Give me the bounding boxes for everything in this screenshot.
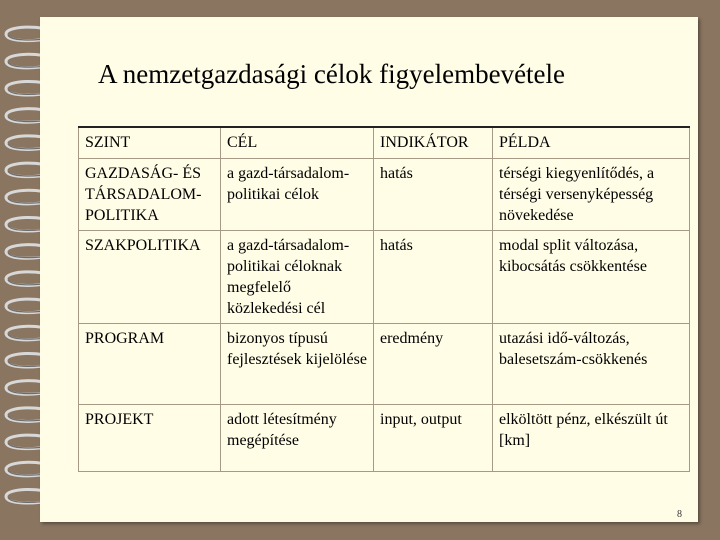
- table-cell: térségi kiegyenlítődés, a térségi versenyképesség növekedése: [493, 159, 690, 231]
- header-cell-level: SZINT: [79, 127, 221, 159]
- table-cell: GAZDASÁG- ÉS TÁRSADALOM-POLITIKA: [79, 159, 221, 231]
- table-cell: elköltött pénz, elkészült út [km]: [493, 405, 690, 472]
- table-cell: SZAKPOLITIKA: [79, 231, 221, 324]
- header-cell-goal: CÉL: [221, 127, 374, 159]
- table-cell: PROGRAM: [79, 324, 221, 405]
- header-cell-indicator: INDIKÁTOR: [374, 127, 493, 159]
- table-cell: bizonyos típusú fejlesztések kijelölése: [221, 324, 374, 405]
- table-row: [79, 159, 690, 231]
- table-cell: adott létesítmény megépítése: [221, 405, 374, 472]
- table-cell: utazási idő-változás, balesetszám-csökkenés: [493, 324, 690, 405]
- table-row: [79, 324, 690, 405]
- header-cell-example: PÉLDA: [493, 127, 690, 159]
- page-number: 8: [677, 509, 682, 520]
- table-row: [79, 405, 690, 472]
- table-cell: input, output: [374, 405, 493, 472]
- table-cell: hatás: [374, 231, 493, 324]
- table-cell: PROJEKT: [79, 405, 221, 472]
- table-cell: eredmény: [374, 324, 493, 405]
- goals-table: [78, 126, 690, 472]
- table-row: [79, 231, 690, 324]
- table-cell: hatás: [374, 159, 493, 231]
- table-cell: a gazd-társadalom-politikai célok: [221, 159, 374, 231]
- slide-page: [40, 17, 698, 522]
- table-cell: a gazd-társadalom-politikai céloknak megfelelő közlekedési cél: [221, 231, 374, 324]
- table-cell: modal split változása, kibocsátás csökkentése: [493, 231, 690, 324]
- table-header-row: [79, 127, 690, 159]
- slide-title: A nemzetgazdasági célok figyelembevétele: [98, 59, 566, 89]
